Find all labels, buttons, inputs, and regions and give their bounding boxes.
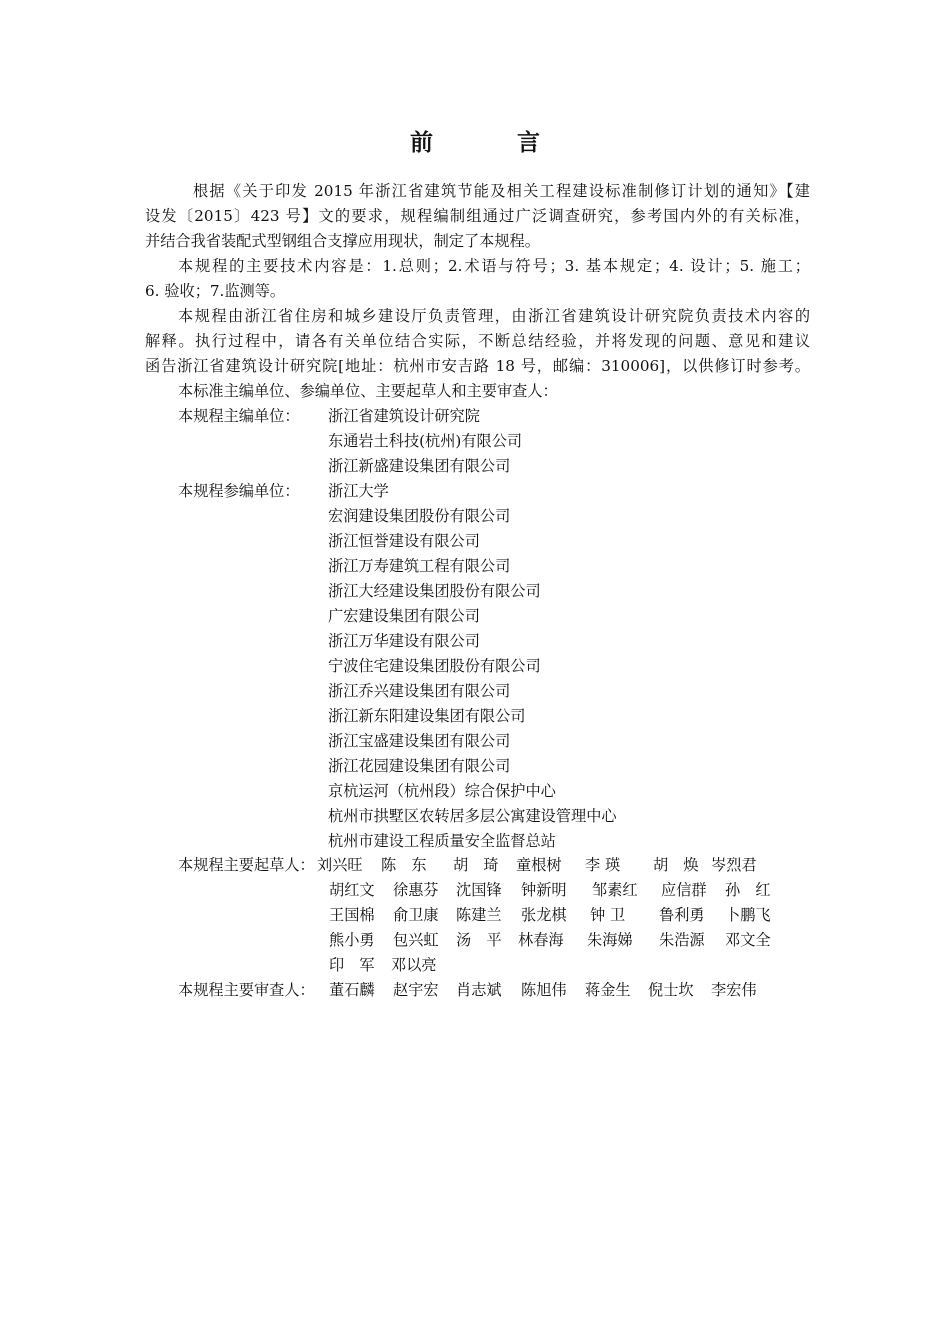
intro-p2-line-2: 6. 验收；7.监测等。 (145, 282, 286, 300)
participating-unit: 浙江乔兴建设集团有限公司 (328, 682, 511, 700)
drafter-name: 朱浩源 (659, 931, 705, 949)
reviewer-name: 董石麟 (329, 981, 375, 999)
reviewer-name: 李宏伟 (711, 981, 757, 999)
participating-unit: 浙江大学 (328, 482, 389, 500)
reviewer-name: 赵宇宏 (393, 981, 439, 999)
drafter-name: 林春海 (518, 931, 564, 949)
drafter-name: 李 瑛 (585, 856, 621, 874)
drafter-name: 徐惠芬 (393, 881, 439, 899)
drafter-name: 王国棉 (329, 906, 375, 924)
drafter-name: 张龙棋 (521, 906, 567, 924)
intro-p2-line-1: 本规程的主要技术内容是：1.总则；2.术语与符号；3. 基本规定；4. 设计；5. 施工； (178, 257, 810, 275)
drafter-name: 汤 平 (456, 931, 502, 949)
participating-unit: 浙江大经建设集团股份有限公司 (328, 582, 541, 600)
chief-unit: 浙江省建筑设计研究院 (328, 407, 480, 425)
intro-p1-line-2: 设发〔2015〕423 号】文的要求，规程编制组通过广泛调查研究，参考国内外的有关标准， (145, 207, 810, 225)
participating-unit: 浙江新东阳建设集团有限公司 (328, 707, 526, 725)
intro-p4: 本标准主编单位、参编单位、主要起草人和主要审查人： (178, 382, 558, 400)
participating-units-label: 本规程参编单位： (178, 482, 300, 500)
reviewer-name: 陈旭伟 (521, 981, 567, 999)
drafter-name: 包兴虹 (393, 931, 439, 949)
participating-unit: 浙江恒誉建设有限公司 (328, 532, 480, 550)
participating-unit: 浙江宝盛建设集团有限公司 (328, 732, 511, 750)
drafter-name: 俞卫康 (393, 906, 439, 924)
drafter-name: 应信群 (661, 881, 707, 899)
participating-unit: 宏润建设集团股份有限公司 (328, 507, 511, 525)
chief-unit: 东通岩土科技(杭州)有限公司 (328, 432, 523, 450)
drafter-name: 邓以亮 (391, 956, 437, 974)
drafter-name: 邓文全 (725, 931, 771, 949)
participating-unit: 京杭运河（杭州段）综合保护中心 (328, 782, 556, 800)
drafter-name: 胡 琦 (453, 856, 499, 874)
intro-p3-line-3: 函告浙江省建筑设计研究院[地址：杭州市安吉路 18 号，邮编：310006]，以供修订时参考。 (145, 357, 810, 375)
drafter-name: 童根树 (516, 856, 562, 874)
drafter-name: 岑烈君 (711, 856, 757, 874)
participating-unit: 广宏建设集团有限公司 (328, 607, 480, 625)
drafter-name: 孙 红 (725, 881, 771, 899)
intro-p3-line-1: 本规程由浙江省住房和城乡建设厅负责管理，由浙江省建筑设计研究院负责技术内容的 (178, 307, 810, 325)
chief-units-label: 本规程主编单位： (178, 407, 300, 425)
drafters-label: 本规程主要起草人： (178, 856, 315, 874)
drafter-name: 鲁利勇 (659, 906, 705, 924)
drafter-name: 钟新明 (521, 881, 567, 899)
drafter-name: 胡红文 (329, 881, 375, 899)
drafter-name: 钟 卫 (590, 906, 626, 924)
participating-unit: 浙江花园建设集团有限公司 (328, 757, 511, 775)
drafter-name: 刘兴旺 (317, 856, 363, 874)
drafter-name: 朱海娣 (587, 931, 633, 949)
drafter-name: 沈国锋 (456, 881, 502, 899)
reviewers-label: 本规程主要审查人： (178, 981, 315, 999)
participating-unit: 浙江万寿建筑工程有限公司 (328, 557, 511, 575)
reviewer-name: 蒋金生 (585, 981, 631, 999)
participating-unit: 杭州市拱墅区农转居多层公寓建设管理中心 (328, 807, 617, 825)
participating-unit: 杭州市建设工程质量安全监督总站 (328, 832, 556, 850)
drafter-name: 陈 东 (381, 856, 427, 874)
drafter-name: 邹素红 (592, 881, 638, 899)
reviewer-name: 倪士坎 (648, 981, 694, 999)
drafter-name: 胡 焕 (653, 856, 699, 874)
participating-unit: 宁波住宅建设集团股份有限公司 (328, 657, 541, 675)
chief-unit: 浙江新盛建设集团有限公司 (328, 457, 511, 475)
drafter-name: 印 军 (329, 956, 375, 974)
intro-p1-line-1: 根据《关于印发 2015 年浙江省建筑节能及相关工程建设标准制修订计划的通知》【建 (193, 182, 810, 200)
drafter-name: 陈建兰 (456, 906, 502, 924)
page-title: 前 言 (409, 130, 578, 156)
participating-unit: 浙江万华建设有限公司 (328, 632, 480, 650)
drafter-name: 卜鹏飞 (725, 906, 771, 924)
intro-p3-line-2: 解释。执行过程中，请各有关单位结合实际，不断总结经验，并将发现的问题、意见和建议 (145, 332, 810, 350)
drafter-name: 熊小勇 (329, 931, 375, 949)
reviewer-name: 肖志斌 (456, 981, 502, 999)
intro-p1-line-3: 并结合我省装配式型钢组合支撑应用现状，制定了本规程。 (145, 232, 540, 250)
